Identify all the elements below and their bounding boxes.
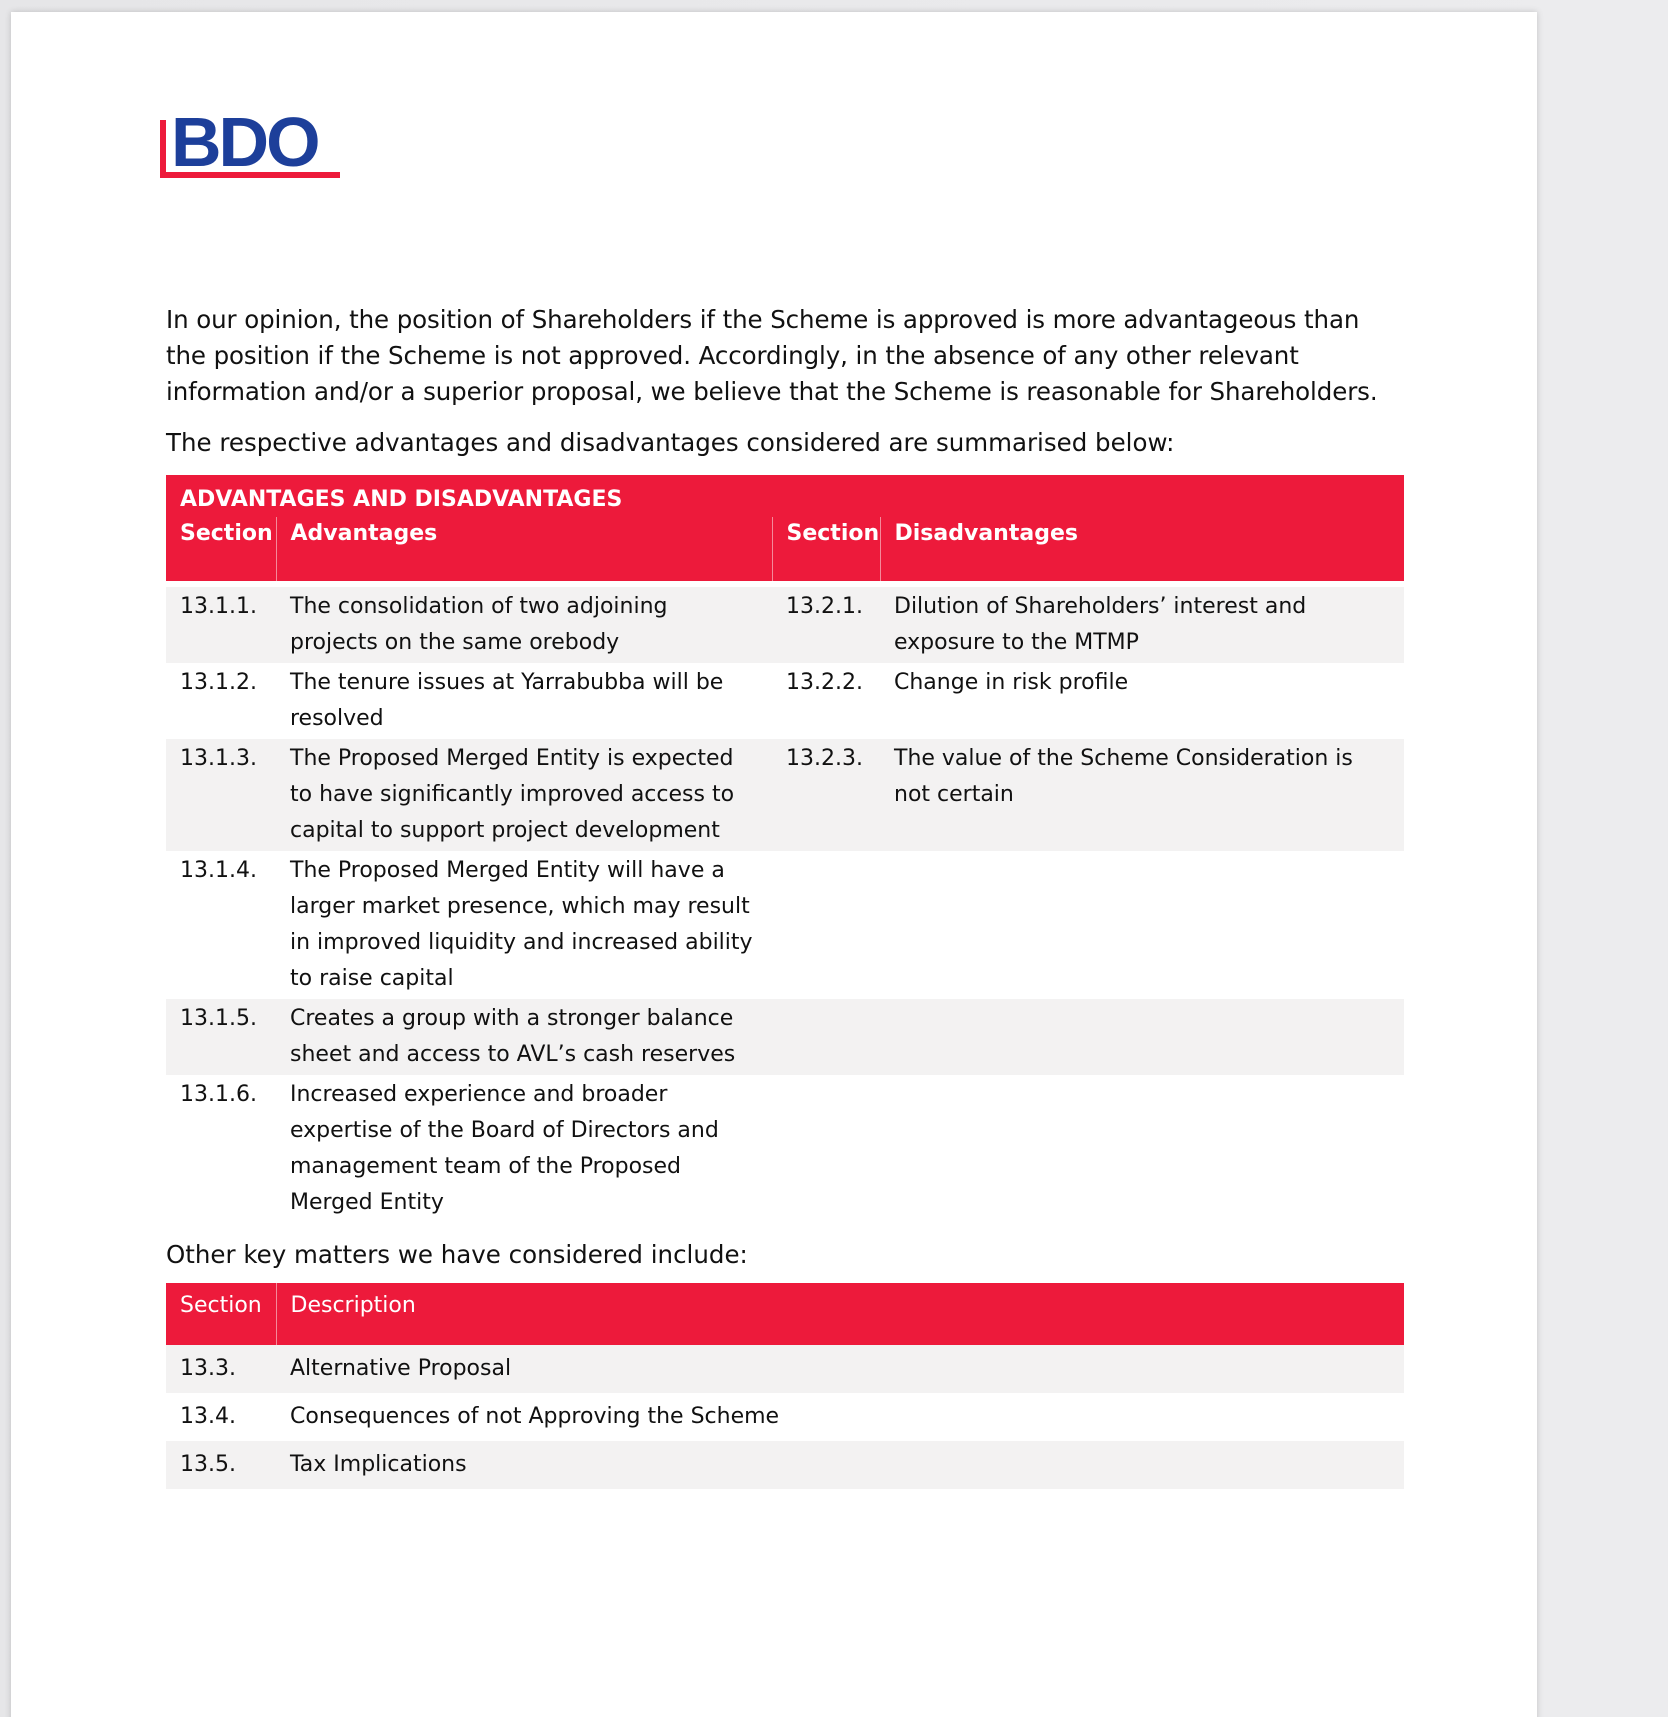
advantage-section: 13.1.1. xyxy=(166,587,276,663)
disadvantage-text xyxy=(880,1075,1404,1223)
disadvantage-text: Dilution of Shareholders’ interest and exposure to the MTMP xyxy=(880,587,1404,663)
disadvantage-text xyxy=(880,999,1404,1075)
advantage-text: Increased experience and broader expertise of the Board of Directors and management team of the Proposed Merged Entity xyxy=(290,1082,719,1215)
table-row xyxy=(166,663,1404,739)
matter-description: Consequences of not Approving the Scheme xyxy=(290,1404,780,1429)
table-row xyxy=(166,851,1404,999)
table-row xyxy=(166,1075,1404,1223)
bdo-logo xyxy=(157,102,369,198)
advantage-text: The consolidation of two adjoining projects on the same orebody xyxy=(276,587,772,663)
advantage-section: 13.1.6. xyxy=(180,1082,257,1107)
advantage-section: 13.1.5. xyxy=(166,999,276,1075)
advantage-text: The Proposed Merged Entity will have a larger market presence, which may result in improved liquidity and increased ability to raise capital xyxy=(290,858,753,991)
matter-section: 13.5. xyxy=(166,1441,276,1489)
disadvantage-text: Change in risk profile xyxy=(894,670,1129,695)
table-title: ADVANTAGES AND DISADVANTAGES xyxy=(166,475,1404,517)
table-row xyxy=(166,1345,1404,1393)
table-header-row xyxy=(166,1283,1404,1345)
advantage-text: Creates a group with a stronger balance sheet and access to AVL’s cash reserves xyxy=(276,999,772,1075)
advantage-section: 13.1.4. xyxy=(180,858,257,883)
advantage-section: 13.1.2. xyxy=(180,670,257,695)
advantage-section: 13.1.3. xyxy=(166,739,276,851)
table-row xyxy=(166,999,1404,1075)
disadvantage-section: 13.2.2. xyxy=(786,670,863,695)
table-row xyxy=(166,1393,1404,1441)
svg-text:BDO: BDO xyxy=(171,103,318,181)
document-page xyxy=(11,12,1537,1717)
header-section-advantages: Section xyxy=(166,517,276,581)
matter-description: Alternative Proposal xyxy=(276,1345,1404,1393)
summary-lead: The respective advantages and disadvantages considered are summarised below: xyxy=(166,428,1175,457)
key-matters-table xyxy=(166,1283,1404,1489)
advantages-disadvantages-table xyxy=(166,475,1404,1223)
intro-paragraph: In our opinion, the position of Shareholders if the Scheme is approved is more advantageous than the position if the Scheme is not approved. Accordingly, in the absence of any other relevant information and/or a superior proposal, we believe that the Scheme is reasonable for Shareholders. xyxy=(166,305,1378,406)
header-advantages: Advantages xyxy=(276,517,772,581)
disadvantage-section xyxy=(772,851,880,999)
advantage-text: The Proposed Merged Entity is expected to have significantly improved access to capital to support project development xyxy=(276,739,772,851)
disadvantage-text: The value of the Scheme Consideration is not certain xyxy=(880,739,1404,851)
header-description: Description xyxy=(276,1283,1404,1345)
other-matters-lead: Other key matters we have considered include: xyxy=(166,1240,748,1269)
disadvantage-section: 13.2.1. xyxy=(772,587,880,663)
table-row xyxy=(166,1441,1404,1489)
header-section: Section xyxy=(166,1283,276,1345)
disadvantage-section xyxy=(772,999,880,1075)
advantage-text: The tenure issues at Yarrabubba will be resolved xyxy=(290,670,724,731)
table-title-row xyxy=(166,475,1404,517)
document-content xyxy=(166,302,1404,1489)
header-disadvantages: Disadvantages xyxy=(880,517,1404,581)
matter-section: 13.4. xyxy=(180,1404,236,1429)
disadvantage-section: 13.2.3. xyxy=(772,739,880,851)
table-row xyxy=(166,739,1404,851)
header-section-disadvantages: Section xyxy=(772,517,880,581)
table-header-row xyxy=(166,517,1404,581)
disadvantage-section xyxy=(772,1075,880,1223)
table-row xyxy=(166,587,1404,663)
disadvantage-text xyxy=(880,851,1404,999)
matter-description: Tax Implications xyxy=(276,1441,1404,1489)
matter-section: 13.3. xyxy=(166,1345,276,1393)
